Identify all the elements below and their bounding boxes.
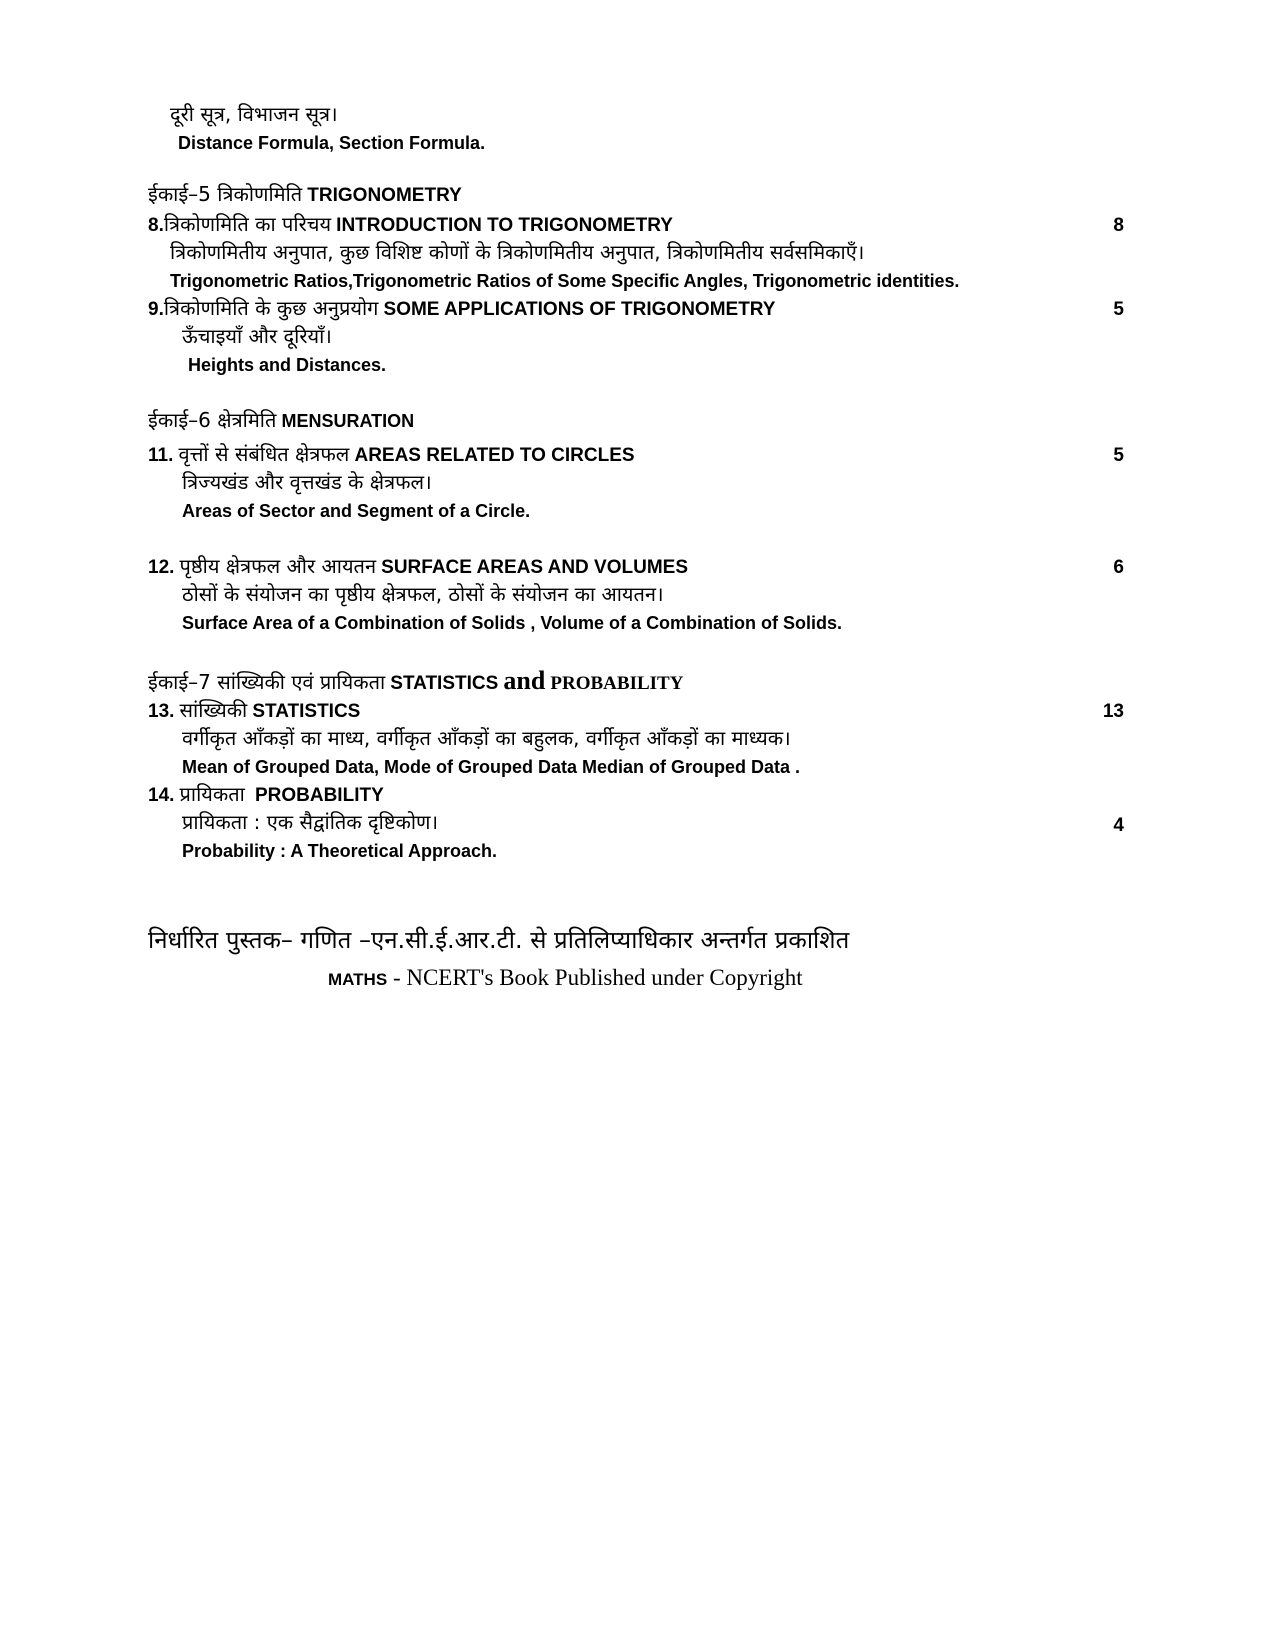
- ch13-desc-hindi: वर्गीकृत आँकड़ों का माध्य, वर्गीकृत आँकड़ों का बहुलक, वर्गीकृत आँकड़ों का माध्यक।: [182, 726, 791, 750]
- ch13-title: [148, 700, 360, 721]
- unit6-english: MENSURATION: [281, 411, 415, 431]
- ch11-desc-hindi: त्रिज्यखंड और वृत्तखंड के क्षेत्रफल।: [182, 470, 432, 494]
- ch13-hindi: सांख्यिकी: [179, 698, 248, 722]
- ch13-desc-english: Mean of Grouped Data, Mode of Grouped Data Median of Grouped Data .: [182, 757, 801, 777]
- ch14-marks: 4: [1113, 815, 1124, 836]
- unit7-english-statistics: STATISTICS: [390, 673, 499, 694]
- ch8-desc-hindi: त्रिकोणमितीय अनुपात, कुछ विशिष्ट कोणों के त्रिकोणमितीय अनुपात, त्रिकोणमितीय सर्वसमिकाएँ।: [170, 240, 865, 264]
- ch8-desc-english: Trigonometric Ratios,Trigonometric Ratios of Some Specific Angles, Trigonometric identities.: [170, 271, 960, 291]
- ch11-title: [148, 444, 635, 465]
- unit6-hindi: ईकाई–6 क्षेत्रमिति: [148, 408, 277, 432]
- ch8-prefix: 8.: [148, 215, 164, 236]
- unit5-hindi: ईकाई–5 त्रिकोणमिति: [148, 182, 303, 206]
- unit5-heading: [148, 184, 462, 205]
- footer-english: - NCERT's Book Published under Copyright: [387, 965, 803, 990]
- ch13-english: STATISTICS: [252, 701, 361, 722]
- ch12-hindi: पृष्ठीय क्षेत्रफल और आयतन: [179, 554, 377, 578]
- ch14-prefix: 14.: [148, 785, 175, 806]
- ch12-prefix: 12.: [148, 557, 175, 578]
- ch9-desc-english: Heights and Distances.: [188, 355, 387, 375]
- unit5-english: TRIGONOMETRY: [307, 185, 462, 206]
- ch8-title: [148, 214, 673, 235]
- intro-hindi: दूरी सूत्र, विभाजन सूत्र।: [170, 102, 338, 126]
- ch13-marks: 13: [1102, 701, 1124, 722]
- ch11-marks: 5: [1113, 445, 1124, 466]
- footer-hindi: निर्धारित पुस्तक– गणित –एन.सी.ई.आर.टी. से प्रतिलिप्याधिकार अन्तर्गत प्रकाशित: [148, 926, 850, 954]
- unit7-heading: [148, 668, 683, 694]
- ch12-desc-hindi: ठोसों के संयोजन का पृष्ठीय क्षेत्रफल, ठोसों के संयोजन का आयतन।: [182, 582, 664, 606]
- ch12-desc-english: Surface Area of a Combination of Solids , Volume of a Combination of Solids.: [182, 613, 843, 633]
- unit6-heading: [148, 410, 414, 430]
- ch14-desc-english: Probability : A Theoretical Approach.: [182, 841, 498, 861]
- ch11-hindi: वृत्तों से संबंधित क्षेत्रफल: [178, 442, 350, 466]
- ch14-desc-hindi: प्रायिकता : एक सैद्वांतिक दृष्टिकोण।: [182, 810, 439, 834]
- ch12-title: [148, 556, 688, 577]
- ch11-prefix: 11.: [148, 445, 174, 466]
- ch8-english: INTRODUCTION TO TRIGONOMETRY: [336, 215, 673, 236]
- ch9-title: [148, 298, 775, 319]
- ch9-english: SOME APPLICATIONS OF TRIGONOMETRY: [383, 299, 776, 320]
- footer-maths: MATHS: [328, 970, 388, 989]
- intro-english: Distance Formula, Section Formula.: [178, 133, 486, 153]
- ch8-marks: 8: [1113, 215, 1124, 236]
- ch9-desc-hindi: ऊँचाइयाँ और दूरियाँ।: [182, 324, 332, 348]
- ch12-marks: 6: [1113, 557, 1124, 578]
- unit7-english-probability: PROBABILITY: [550, 673, 684, 694]
- unit7-english-and: and: [503, 666, 546, 695]
- ch9-marks: 5: [1113, 299, 1124, 320]
- ch8-hindi: त्रिकोणमिति का परिचय: [163, 212, 332, 236]
- ch11-english: AREAS RELATED TO CIRCLES: [354, 445, 635, 466]
- footer-english-line: [328, 966, 803, 989]
- ch14-hindi: प्रायिकता: [179, 782, 245, 806]
- ch14-title: [148, 784, 384, 805]
- ch11-desc-english: Areas of Sector and Segment of a Circle.: [182, 501, 531, 521]
- unit7-hindi: ईकाई–7 सांख्यिकी एवं प्रायिकता: [148, 670, 386, 694]
- ch9-prefix: 9.: [148, 299, 164, 320]
- ch12-english: SURFACE AREAS AND VOLUMES: [381, 557, 688, 578]
- ch14-english: PROBABILITY: [254, 785, 384, 806]
- ch13-prefix: 13.: [148, 701, 175, 722]
- ch9-hindi: त्रिकोणमिति के कुछ अनुप्रयोग: [163, 296, 379, 320]
